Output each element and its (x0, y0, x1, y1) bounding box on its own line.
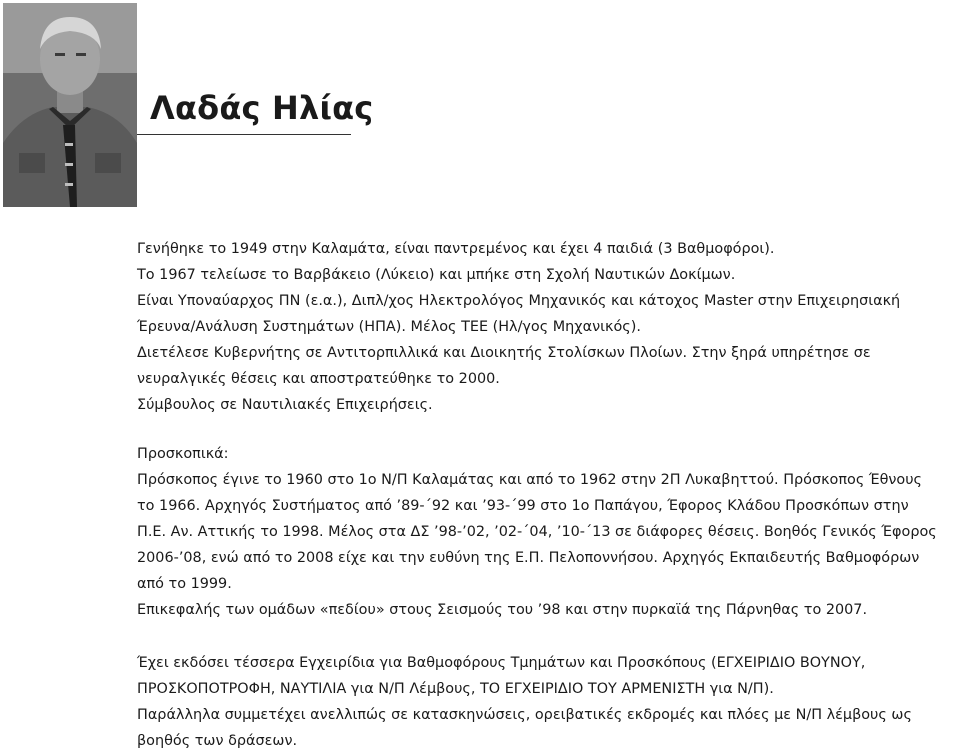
bio-line: Έρευνα/Ανάλυση Συστημάτων (ΗΠΑ). Μέλος ΤΕΕ (Ηλ/γος Μηχανικός). (137, 319, 641, 335)
bio-line: νευραλγικές θέσεις και αποστρατεύθηκε το 2000. (137, 371, 500, 387)
publications-line: ΠΡΟΣΚΟΠΟΤΡΟΦΗ, ΝΑΥΤΙΛΙΑ για Ν/Π Λέμβους, ΤΟ ΕΓΧΕΙΡΙΔΙΟ ΤΟΥ ΑΡΜΕΝΙΣΤΗ για Ν/Π). (137, 681, 774, 697)
bio-line: Είναι Υποναύαρχος ΠΝ (ε.α.), Διπλ/χος Ηλεκτρολόγος Μηχανικός και κάτοχος Master στην Επιχειρησιακή (137, 293, 901, 309)
publications-section (137, 650, 947, 754)
bio-line: Γενήθηκε το 1949 στην Καλαμάτα, είναι παντρεμένος και έχει 4 παιδιά (3 Βαθμοφόροι). (137, 241, 775, 257)
scouting-line: το 1966. Αρχηγός Συστήματος από ’89-΄92 και ’93-΄99 στο 1ο Παπάγου, Έφορος Κλάδου Προσκόπων στην (137, 498, 909, 514)
scouting-section (137, 441, 947, 623)
title-underline (137, 134, 351, 135)
name-heading-wrap (150, 88, 373, 128)
publications-line: βοηθός των δράσεων. (137, 733, 298, 749)
scouting-line: 2006-’08, ενώ από το 2008 είχε και την ευθύνη της Ε.Π. Πελοποννήσου. Αρχηγός Εκπαιδευτής Βαθμοφόρων (137, 550, 920, 566)
page-title: Λαδάς Ηλίας (150, 89, 374, 127)
publications-line: Παράλληλα συμμετέχει ανελλιπώς σε κατασκηνώσεις, ορειβατικές εκδρομές και πλόες με Ν/Π λέμβους ως (137, 707, 912, 723)
bio-line: Το 1967 τελείωσε το Βαρβάκειο (Λύκειο) και μπήκε στη Σχολή Ναυτικών Δοκίμων. (137, 267, 736, 283)
scouting-line: Πρόσκοπος έγινε το 1960 στο 1ο Ν/Π Καλαμάτας και από το 1962 στην 2Π Λυκαβηττού. Πρόσκοπος Έθνους (137, 472, 923, 488)
scouting-line: από το 1999. (137, 576, 232, 592)
scouting-heading: Προσκοπικά: (137, 446, 229, 462)
publications-line: Έχει εκδόσει τέσσερα Εγχειρίδια για Βαθμοφόρους Τμημάτων και Προσκόπους (ΕΓΧΕΙΡΙΔΙΟ ΒΟΥΝΟΥ, (137, 655, 866, 671)
scouting-line: Επικεφαλής των ομάδων «πεδίου» στους Σεισμούς του ’98 και στην πυρκαϊά της Πάρνηθας το 2007. (137, 602, 868, 618)
bio-line: Διετέλεσε Κυβερνήτης σε Αντιτορπιλλικά και Διοικητής Στολίσκων Πλοίων. Στην ξηρά υπηρέτησε σε (137, 345, 871, 361)
scouting-line: Π.Ε. Αν. Αττικής το 1998. Μέλος στα ΔΣ ’98-’02, ’02-΄04, ’10-΄13 σε διάφορες θέσεις. Βοηθός Γενικός Έφορος (137, 524, 937, 540)
bio-line: Σύμβουλος σε Ναυτιλιακές Επιχειρήσεις. (137, 397, 433, 413)
profile-photo (3, 3, 137, 207)
bio-section (137, 236, 947, 418)
